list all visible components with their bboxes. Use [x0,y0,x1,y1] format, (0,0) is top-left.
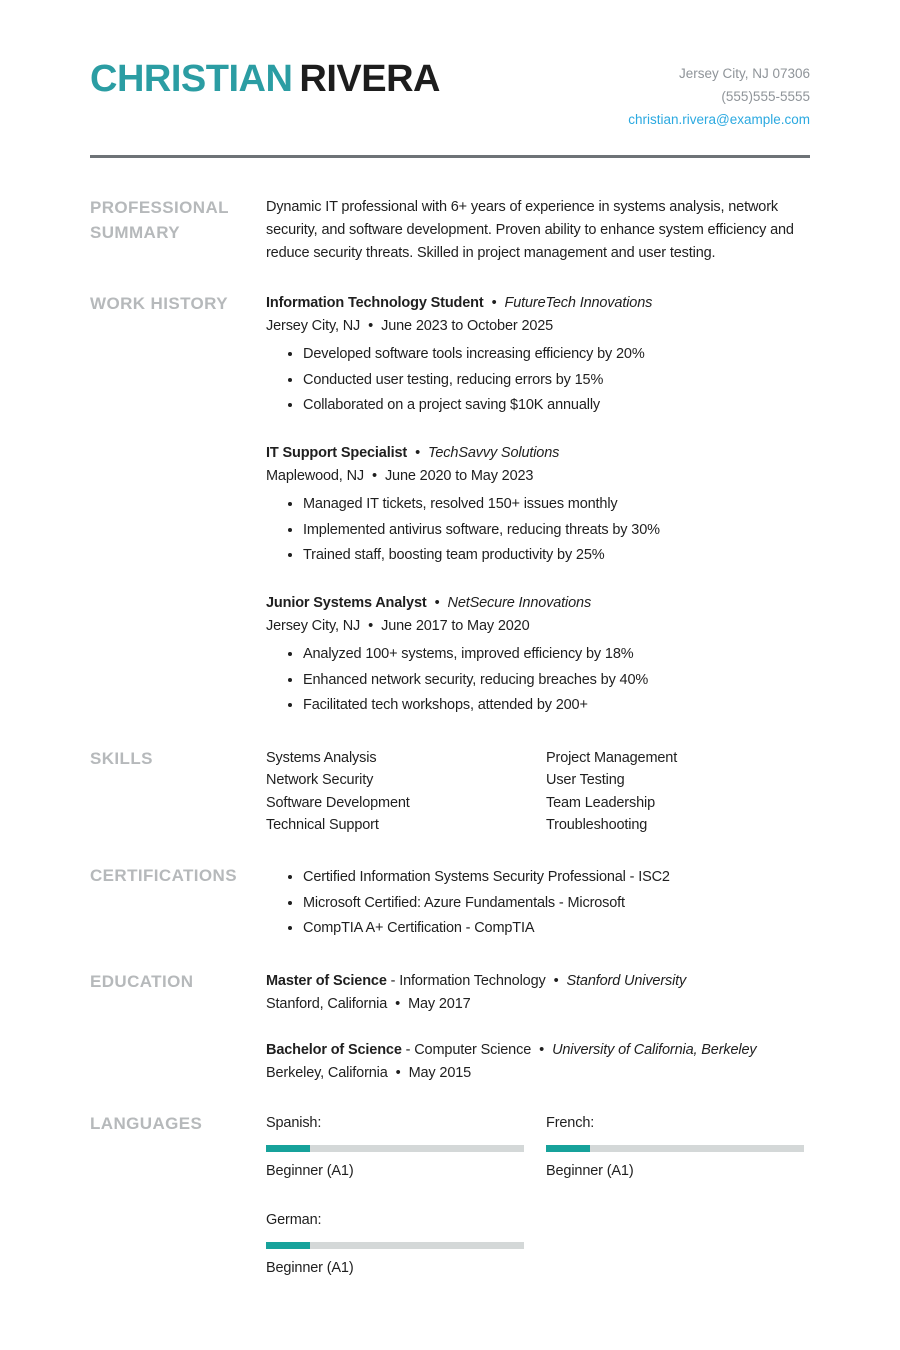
skill-item: Systems Analysis [266,749,377,766]
education-degree: Master of Science [266,972,387,989]
language-name: German: [266,1211,322,1228]
skill-item: Team Leadership [546,794,655,811]
dot-separator: • [539,1041,545,1058]
education-date: May 2017 [408,995,471,1012]
certification-list [266,866,810,940]
skills-column-2 [546,747,810,837]
education-heading [266,970,810,993]
job-location: Maplewood, NJ [266,468,364,484]
skill-item: Software Development [266,794,410,811]
education-content [266,970,810,1085]
contact-block [628,58,810,131]
job-heading [266,592,810,615]
job-heading [266,292,810,315]
dash-separator: - [390,972,396,989]
job-location: Jersey City, NJ [266,318,361,334]
job-bullet: • Collaborated on a project saving $10K annually [303,394,810,417]
skill-item: Network Security [266,772,374,788]
section-label-certifications: CERTIFICATIONS [90,865,237,885]
section-professional-summary [90,196,810,265]
certification-item: • Certified Information Systems Security Professional - ISC2 [303,866,810,889]
dot-separator: • [372,468,377,484]
section-label-languages: LANGUAGES [90,1113,203,1133]
job-company: NetSecure Innovations [447,595,592,611]
summary-text: Dynamic IT professional with 6+ years of experience in systems analysis, network security, and software development. Proven ability to enhance system efficiency and reduce security threats. Skilled in project management and user testing. [266,199,794,261]
job-title: IT Support Specialist [266,445,408,461]
dot-separator: • [553,972,559,989]
skills-grid [266,747,810,837]
language-progress-fill [266,1242,310,1249]
education-heading [266,1039,810,1062]
section-label-work-history: WORK HISTORY [90,294,228,313]
skill-item: Technical Support [266,817,379,833]
skills-column-1 [266,747,546,837]
education-school: Stanford University [566,972,687,989]
contact-email-link[interactable]: christian.rivera@example.com [628,112,810,127]
contact-phone: (555)555-5555 [721,89,810,104]
job-entry [266,292,810,417]
job-bullet: • Enhanced network security, reducing breaches by 40% [303,669,810,692]
education-date: May 2015 [408,1064,472,1081]
education-location: Stanford, California [266,995,388,1012]
job-bullet: • Facilitated tech workshops, attended by 200+ [303,694,810,717]
job-entry [266,592,810,717]
language-level: Beginner (A1) [546,1162,634,1179]
job-bullet: • Implemented antivirus software, reducing threats by 30% [303,519,810,542]
section-work-history [90,292,810,720]
education-entry [266,970,810,1016]
language-entry [266,1209,546,1280]
job-dates: June 2020 to May 2023 [384,468,534,484]
language-level: Beginner (A1) [266,1162,354,1179]
section-certifications [90,864,810,943]
language-name: French: [546,1114,595,1131]
dot-separator: • [491,295,497,311]
language-level: Beginner (A1) [266,1259,354,1276]
section-languages [90,1112,810,1280]
page-title [90,58,440,102]
section-skills [90,747,810,837]
skill-item: User Testing [546,772,625,788]
work-history-content [266,292,810,720]
language-progress-track [266,1145,524,1152]
job-company: FutureTech Innovations [504,295,653,311]
language-progress-track [546,1145,804,1152]
job-heading [266,442,810,465]
education-degree: Bachelor of Science [266,1041,402,1058]
language-progress-track [266,1242,524,1249]
languages-grid [266,1112,826,1280]
language-progress-fill [266,1145,310,1152]
job-bullet: • Analyzed 100+ systems, improved efficiency by 18% [303,643,810,666]
resume-header [0,0,900,131]
job-bullet: • Managed IT tickets, resolved 150+ issues monthly [303,493,810,516]
education-location: Berkeley, California [266,1064,388,1081]
job-title: Information Technology Student [266,295,484,311]
contact-location: Jersey City, NJ 07306 [678,66,810,81]
language-entry [266,1112,546,1183]
language-name: Spanish: [266,1114,322,1131]
certifications-content [266,864,810,943]
dash-separator: - [405,1041,411,1058]
resume-body [0,158,900,1280]
job-location: Jersey City, NJ [266,618,361,634]
education-field: Computer Science [414,1041,532,1058]
section-label-skills: SKILLS [90,748,153,768]
job-meta [266,615,810,638]
job-bullet: • Conducted user testing, reducing errors by 15% [303,369,810,392]
education-meta [266,1062,810,1085]
job-bullet-list [266,643,810,717]
dot-separator: • [395,1064,401,1081]
section-education [90,970,810,1085]
dot-separator: • [415,445,421,461]
skill-item: Project Management [546,749,678,766]
section-label-education: EDUCATION [90,971,194,991]
job-meta [266,465,810,488]
education-school: University of California, Berkeley [552,1041,757,1058]
job-company: TechSavvy Solutions [428,445,560,461]
job-bullet-list [266,343,810,417]
job-bullet: • Trained staff, boosting team productivity by 25% [303,544,810,567]
first-name: CHRISTIAN [90,58,293,100]
dot-separator: • [368,318,374,334]
job-title: Junior Systems Analyst [266,595,427,611]
education-entry [266,1039,810,1085]
education-field: Information Technology [399,972,546,989]
dot-separator: • [368,618,374,634]
education-meta [266,993,810,1016]
last-name: RIVERA [299,58,440,100]
job-meta [266,315,810,338]
certification-item: • Microsoft Certified: Azure Fundamentals - Microsoft [303,892,810,915]
job-bullet-list [266,493,810,567]
certification-item: • CompTIA A+ Certification - CompTIA [303,917,810,940]
language-entry [546,1112,826,1183]
language-progress-fill [546,1145,590,1152]
job-bullet: • Developed software tools increasing efficiency by 20% [303,343,810,366]
job-dates: June 2017 to May 2020 [381,618,530,634]
dot-separator: • [434,595,440,611]
section-label-professional-summary: PROFESSIONAL SUMMARY [90,198,229,242]
job-dates: June 2023 to October 2025 [381,318,554,334]
skill-item: Troubleshooting [546,817,648,833]
dot-separator: • [395,995,401,1012]
job-entry [266,442,810,567]
